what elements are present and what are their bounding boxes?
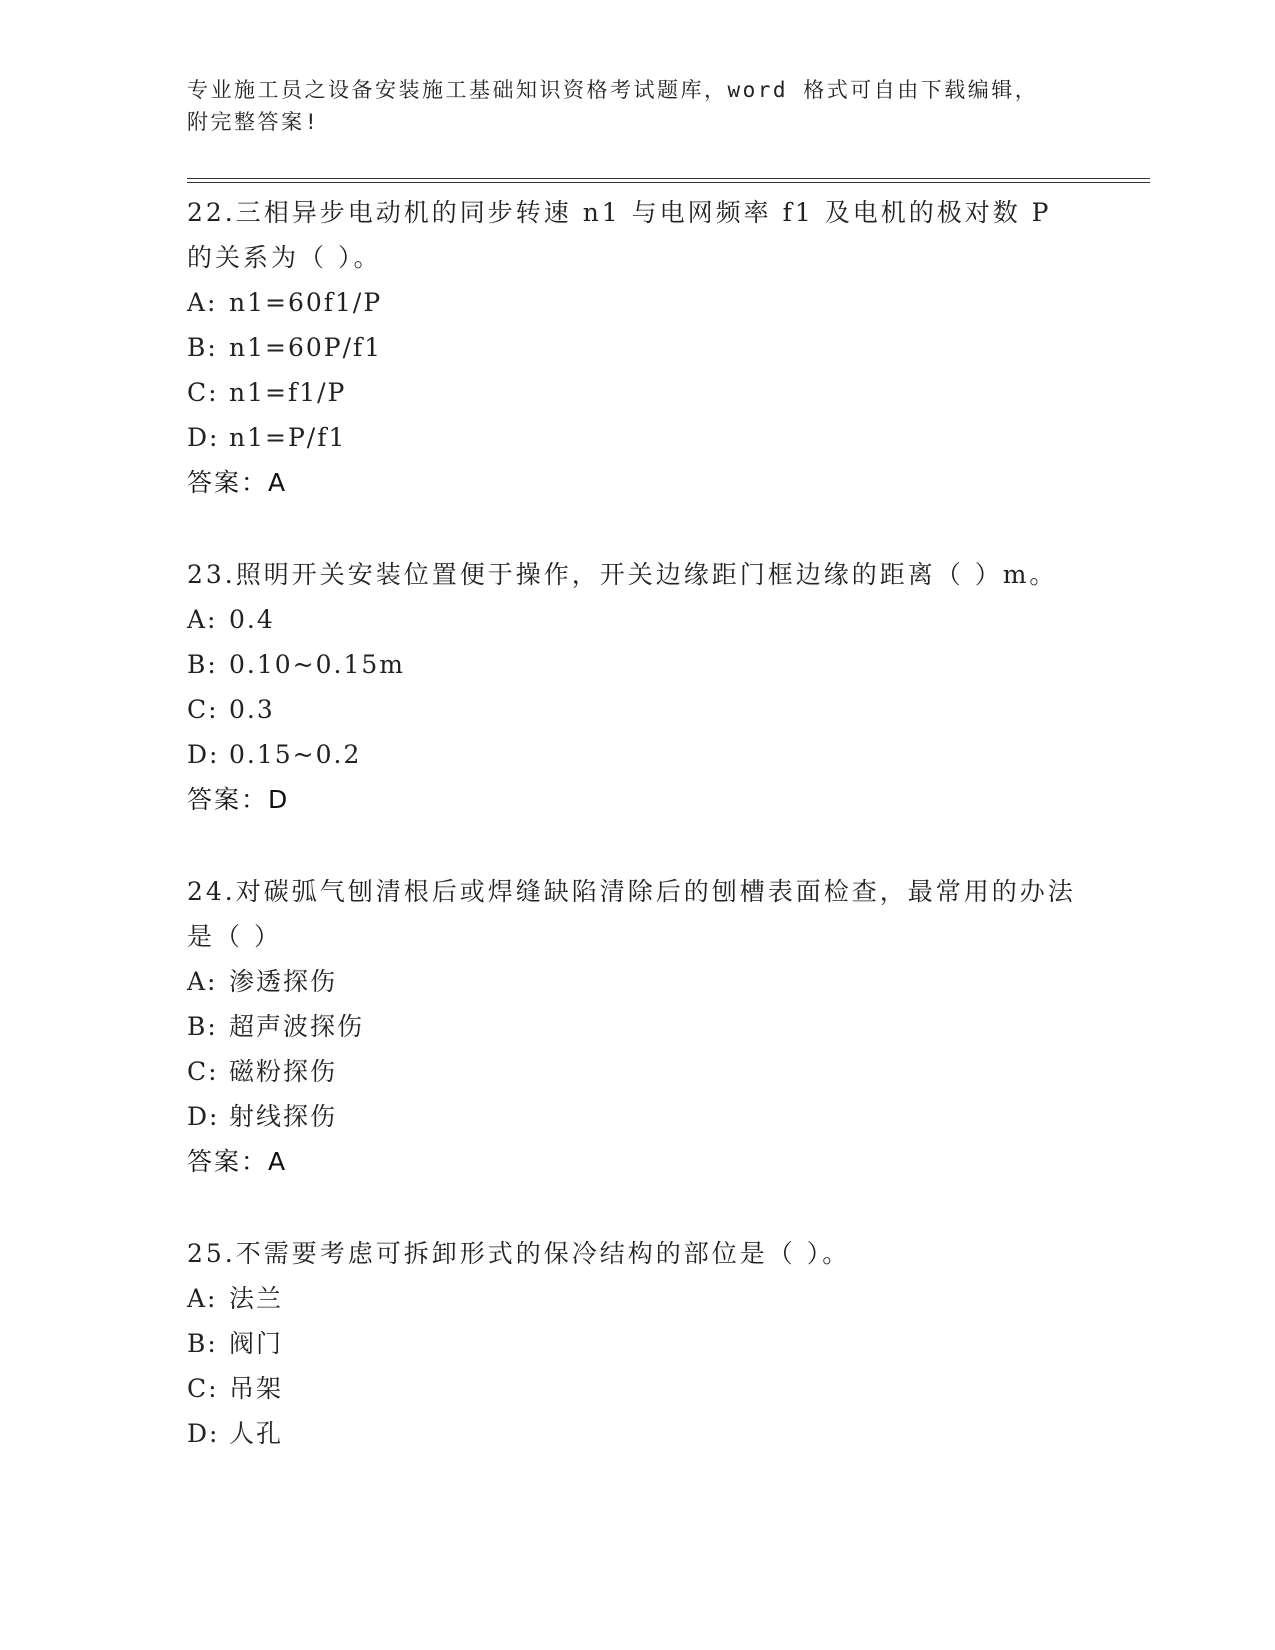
question-list [187,190,1087,1456]
option-letter: A: [187,288,218,317]
option-letter: C: [187,695,219,724]
question-stem: 23.照明开关安装位置便于操作，开关边缘距门框边缘的距离（ ）m。 [187,560,1058,589]
option-text: 阀门 [229,1329,284,1358]
option-text: 射线探伤 [229,1102,338,1131]
option-text: n1=P/f1 [229,423,347,452]
option-letter: B: [187,650,218,679]
option-letter: B: [187,1012,218,1041]
option-text: 吊架 [229,1374,284,1403]
option-d [187,1094,1087,1139]
option-text: 超声波探伤 [229,1012,365,1041]
option-text: n1=60f1/P [229,288,383,317]
option-letter: D: [187,1102,220,1131]
question-23 [187,552,1087,822]
option-letter: B: [187,333,218,362]
option-text: 渗透探伤 [229,967,338,996]
option-b [187,1004,1087,1049]
option-a [187,280,1087,325]
option-letter: D: [187,1419,220,1448]
option-b [187,642,1087,687]
option-letter: A: [187,967,218,996]
option-c [187,1049,1087,1094]
document-header [187,74,1067,138]
question-stem: 25.不需要考虑可拆卸形式的保冷结构的部位是（ ）。 [187,1239,851,1268]
option-text: 人孔 [229,1419,284,1448]
question-24 [187,869,1087,1184]
question-stem: 24.对碳弧气刨清根后或焊缝缺陷清除后的刨槽表面检查，最常用的办法是（ ） [187,877,1076,951]
option-text: 磁粉探伤 [229,1057,338,1086]
option-a [187,959,1087,1004]
header-line-1: 专业施工员之设备安装施工基础知识资格考试题库，word 格式可自由下载编辑， [187,78,1039,102]
option-letter: C: [187,378,219,407]
header-divider-top [187,178,1150,179]
option-a [187,597,1087,642]
option-d [187,415,1087,460]
question-stem: 22.三相异步电动机的同步转速 n1 与电网频率 f1 及电机的极对数 P 的关系为（ ）。 [187,198,1052,272]
option-b [187,325,1087,370]
option-d [187,1411,1087,1456]
option-a [187,1276,1087,1321]
option-c [187,687,1087,732]
option-letter: B: [187,1329,218,1358]
option-letter: D: [187,423,220,452]
option-letter: C: [187,1057,219,1086]
question-25 [187,1231,1087,1456]
option-b [187,1321,1087,1366]
answer-line: 答案：D [187,785,290,814]
header-line-2: 附完整答案! [187,110,320,134]
header-divider-bottom [187,182,1150,183]
answer-line: 答案：A [187,468,288,497]
option-letter: C: [187,1374,219,1403]
option-d [187,732,1087,777]
option-c [187,370,1087,415]
option-text: 0.4 [229,605,275,634]
option-text: n1=60P/f1 [229,333,383,362]
option-letter: D: [187,740,220,769]
option-c [187,1366,1087,1411]
option-text: 0.10~0.15m [229,650,405,679]
option-letter: A: [187,1284,218,1313]
answer-line: 答案：A [187,1147,288,1176]
option-text: 法兰 [229,1284,284,1313]
question-22 [187,190,1087,505]
option-text: 0.3 [229,695,275,724]
option-text: n1=f1/P [229,378,347,407]
option-text: 0.15~0.2 [229,740,362,769]
option-letter: A: [187,605,218,634]
